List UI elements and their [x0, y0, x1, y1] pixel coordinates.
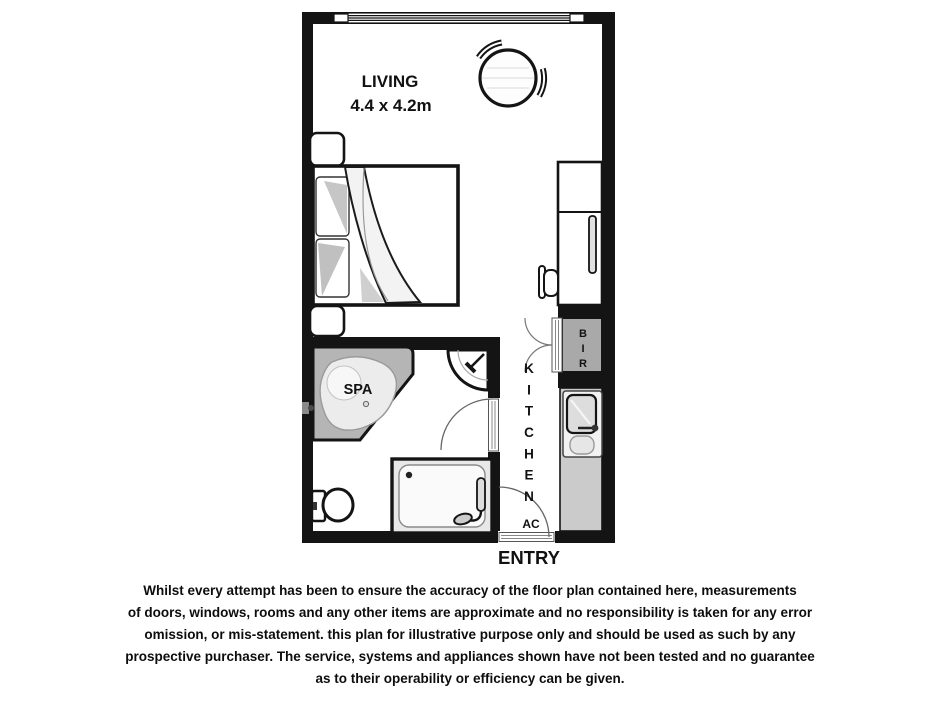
kitchen-letter: H: [524, 446, 534, 462]
wall-right: [602, 12, 615, 543]
cabinet-handle: [589, 216, 596, 273]
spa-tap: [302, 402, 309, 414]
kitchen-letter: I: [527, 382, 531, 398]
window-end-block: [334, 14, 348, 22]
kitchen-counter: [560, 388, 602, 531]
window: [333, 13, 585, 23]
entry-door-leaf: [499, 533, 554, 542]
bathroom-door-leaf: [489, 399, 499, 451]
toilet-button: [313, 502, 317, 510]
bed-cushion-top: [310, 133, 344, 166]
kitchen-letter: N: [524, 489, 534, 504]
kitchen-letter: E: [524, 467, 534, 483]
sink-tap-base: [592, 425, 599, 432]
robe-door-leaf: [552, 318, 562, 372]
spa-tap-head: [308, 405, 314, 411]
living-room-label: LIVING: [361, 72, 419, 91]
disclaimer-line: omission, or mis-statement. this plan for illustrative purpose only and should be used as such by any: [144, 627, 796, 642]
wall-stub-below-robe: [558, 372, 602, 388]
disclaimer-line: prospective purchaser. The service, systems and appliances shown have not been tested and no guarantee: [125, 649, 815, 664]
disclaimer: [0, 580, 940, 690]
disclaimer-line: of doors, windows, rooms and any other items are approximate and no responsibility is taken for any error: [127, 605, 813, 620]
kitchen-letter: K: [524, 361, 534, 376]
spa-drain: [363, 401, 368, 406]
spa-label: SPA: [343, 382, 373, 398]
desk-chair-seat: [544, 270, 558, 296]
sink-drainer: [570, 436, 594, 454]
entry-label: ENTRY: [497, 547, 561, 568]
robe-letter: I: [581, 343, 585, 355]
toilet-bowl: [323, 489, 353, 521]
living-room-dimensions: 4.4 x 4.2m: [350, 96, 432, 115]
disclaimer-line: Whilst every attempt has been to ensure the accuracy of the floor plan contained here, measurements: [143, 583, 797, 598]
shower-drain: [406, 472, 412, 478]
bed-cushion-bottom: [310, 306, 344, 336]
disclaimer-line: as to their operability or efficiency can be given.: [315, 671, 625, 686]
kitchen-letter: C: [524, 425, 534, 440]
shower-rail: [477, 478, 485, 511]
window-end-block: [570, 14, 584, 22]
kitchen-letter: T: [524, 403, 534, 419]
robe-letter: R: [579, 358, 587, 370]
robe-letter: B: [579, 328, 587, 340]
ac-label: AC: [522, 517, 540, 531]
